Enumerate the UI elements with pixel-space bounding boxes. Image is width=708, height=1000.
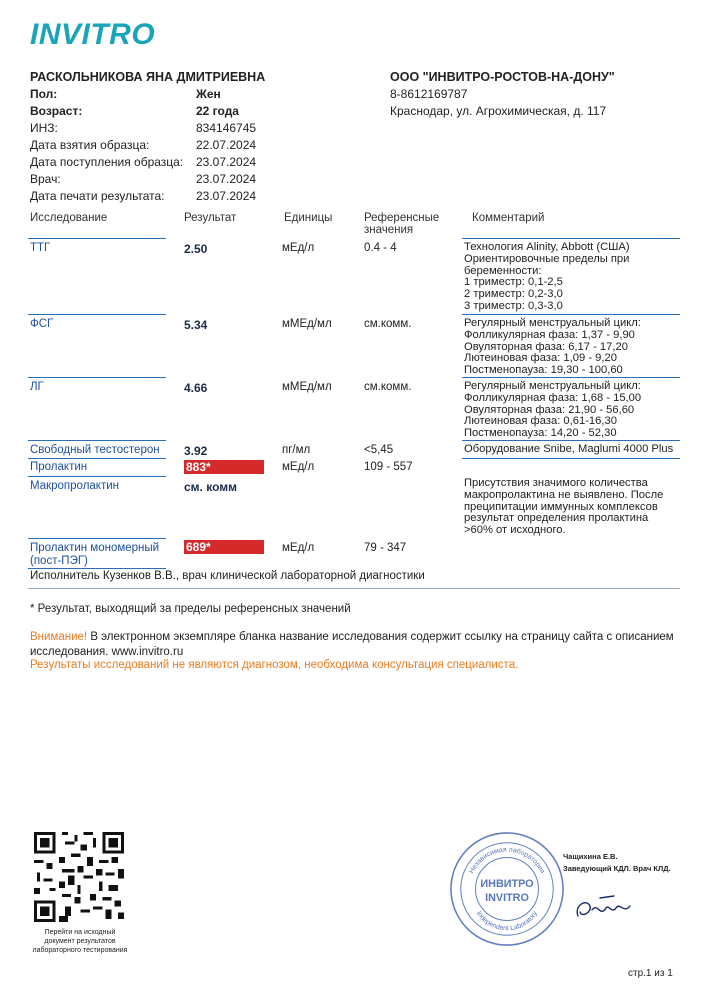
result-value: 4.66 [184, 381, 208, 395]
comment-line: Лютеиновая фаза: 0,61-16,30 [464, 415, 617, 428]
info-label: Пол: [30, 87, 58, 101]
result-comment [464, 381, 704, 440]
info-value: 22.07.2024 [196, 138, 257, 152]
comment-line: Оборудование Snibe, Maglumi 4000 Plus [464, 443, 674, 455]
info-label: Дата взятия образца: [30, 138, 150, 152]
result-value-out-of-range: 883* [184, 460, 264, 474]
comment-line: Фолликулярная фаза: 1,37 - 9,90 [464, 328, 635, 341]
result-comment [464, 478, 704, 537]
info-value: Жен [196, 87, 221, 101]
section-divider [28, 588, 680, 589]
comment-line: результат определения пролактина [464, 512, 649, 525]
info-label: ИНЗ: [30, 121, 58, 135]
info-label: Дата печати результата: [30, 189, 165, 203]
row-divider [462, 377, 680, 378]
test-name-line: (пост-ПЭГ) [30, 554, 88, 567]
comment-line: Постменопауза: 19,30 - 100,60 [464, 364, 623, 377]
info-row-inz [30, 121, 360, 138]
signer-role: Заведующий КДЛ. Врач КЛД. [563, 864, 671, 873]
row-divider [28, 440, 166, 441]
info-value: 23.07.2024 [196, 189, 257, 203]
comment-line: Постменопауза: 14,20 - 52,30 [464, 427, 617, 440]
row-divider [462, 314, 680, 315]
qr-code-icon[interactable] [34, 832, 124, 922]
info-label: Возраст: [30, 104, 83, 118]
info-row-sample-date [30, 138, 360, 155]
attention-text: В электронном экземпляре бланка название исследования содержит ссылку на страницу сайта с описанием [87, 631, 674, 643]
row-divider [462, 440, 680, 441]
row-divider [28, 476, 166, 477]
reference-range: 79 - 347 [364, 542, 407, 554]
comment-line: Ориентировочные пределы при [464, 252, 630, 265]
result-value: 2.50 [184, 242, 208, 256]
col-header-test: Исследование [30, 212, 108, 224]
info-row-doctor [30, 172, 360, 189]
qr-caption-line: Перейти на исходный [44, 929, 116, 936]
reference-range: см.комм. [364, 381, 412, 393]
comment-line: 3 триместр: 0,3-3,0 [464, 299, 563, 312]
result-comment [464, 242, 704, 313]
comment-line: >60% от исходного. [464, 524, 566, 537]
comment-line: Регулярный менструальный цикл: [464, 380, 641, 392]
row-divider [28, 314, 166, 315]
executor: Исполнитель Кузенков В.В., врач клинической лабораторной диагностики [30, 570, 425, 582]
row-divider [462, 458, 680, 459]
stamp-inner-text: ИНВИТРО [480, 878, 534, 891]
comment-line: Лютеиновая фаза: 1,09 - 9,20 [464, 352, 617, 365]
test-name-link-monomeric-prolactin[interactable] [30, 542, 159, 567]
disclaimer: Результаты исследований не являются диагнозом, необходима консультация специалиста. [30, 659, 519, 671]
comment-line: Технология Alinity, Abbott (США) [464, 241, 630, 253]
stamp-ring-bottom: Independent Laboratory [474, 910, 540, 933]
result-units: пг/мл [282, 444, 311, 456]
reference-range: 0.4 - 4 [364, 242, 397, 254]
test-name-link-ttg[interactable]: ТТГ [30, 242, 51, 254]
row-divider [28, 538, 166, 539]
comment-line: 1 триместр: 0,1-2,5 [464, 276, 563, 289]
info-value: 23.07.2024 [196, 155, 257, 169]
info-value: 834146745 [196, 121, 257, 135]
result-value-out-of-range: 689* [184, 540, 264, 554]
result-value: 5.34 [184, 318, 208, 332]
info-value: 22 года [196, 104, 239, 118]
page-number: стр.1 из 1 [628, 968, 673, 979]
info-row-print-date [30, 189, 360, 206]
col-header-reference-line2: значения [364, 224, 414, 236]
col-header-reference-line1: Референсные [364, 212, 440, 224]
stamp-ring-top: Независимая лаборатория [468, 846, 546, 875]
test-name-link-prolactin[interactable]: Пролактин [30, 461, 88, 473]
lab-name: ООО "ИНВИТРО-РОСТОВ-НА-ДОНУ" [390, 70, 615, 84]
result-units: мМЕд/мл [282, 381, 332, 393]
test-name-line: Пролактин мономерный [30, 542, 160, 554]
col-header-result: Результат [184, 212, 237, 224]
result-units: мЕд/л [282, 461, 315, 473]
qr-caption-line: лабораторного тестирования [32, 947, 128, 954]
row-divider [28, 458, 166, 459]
signer-name: Чащихина Е.В. [563, 852, 618, 861]
comment-line: Фолликулярная фаза: 1,68 - 15,00 [464, 391, 642, 404]
comment-line: 2 триместр: 0,2-3,0 [464, 288, 563, 301]
qr-caption-line: документ результатов [44, 938, 116, 945]
attention-note [30, 630, 690, 660]
result-units: мМЕд/мл [282, 318, 332, 330]
test-name-link-fsh[interactable]: ФСГ [30, 318, 54, 330]
attention-word: Внимание! [30, 631, 88, 643]
result-value: см. комм [184, 480, 237, 494]
info-value: 23.07.2024 [196, 172, 257, 186]
attention-text-line2: исследования. www.invitro.ru [30, 646, 184, 658]
comment-line: Овуляторная фаза: 6,17 - 17,20 [464, 340, 628, 353]
test-name-link-macroprolactin[interactable]: Макропролактин [30, 480, 120, 492]
laboratory-seal-stamp [448, 830, 566, 948]
info-row-sex [30, 87, 360, 104]
comment-line: беременности: [464, 264, 542, 277]
reference-range: <5,45 [364, 444, 394, 456]
stamp-inner-text: INVITRO [485, 891, 529, 904]
comment-line: Овуляторная фаза: 21,90 - 56,60 [464, 403, 635, 416]
patient-name: РАСКОЛЬНИКОВА ЯНА ДМИТРИЕВНА [30, 70, 266, 84]
row-divider [28, 238, 166, 239]
result-comment [464, 444, 704, 456]
handwritten-signature [570, 888, 640, 928]
comment-line: макропролактина не выявлено. После [464, 488, 664, 501]
comment-line: преципитации иммунных комплексов [464, 500, 658, 513]
comment-line: Регулярный менструальный цикл: [464, 317, 641, 329]
result-units: мЕд/л [282, 542, 315, 554]
test-name-link-free-testosterone[interactable]: Свободный тестостерон [30, 444, 160, 456]
info-label: Врач: [30, 172, 61, 186]
col-header-units: Единицы [284, 212, 333, 224]
comment-line: Присутствия значимого количества [464, 477, 648, 489]
reference-range: 109 - 557 [364, 461, 413, 473]
result-comment [464, 318, 704, 377]
result-value: 3.92 [184, 444, 208, 458]
col-header-comment: Комментарий [472, 212, 545, 224]
reference-range: см.комм. [364, 318, 412, 330]
qr-caption [30, 928, 130, 955]
svg-text:Независимая лаборатория [468, 847, 545, 875]
row-divider [462, 238, 680, 239]
invitro-logo: INVITRO [30, 18, 156, 51]
row-divider [28, 377, 166, 378]
info-label: Дата поступления образца: [30, 155, 184, 169]
footnote: * Результат, выходящий за пределы референсных значений [30, 603, 351, 615]
col-header-reference [364, 212, 439, 236]
info-row-receipt-date [30, 155, 360, 172]
lab-phone: 8-8612169787 [390, 87, 468, 101]
row-divider [28, 568, 166, 569]
info-row-age [30, 104, 360, 121]
test-name-link-lh[interactable]: ЛГ [30, 381, 44, 393]
result-units: мЕд/л [282, 242, 315, 254]
lab-address: Краснодар, ул. Агрохимическая, д. 117 [390, 104, 607, 118]
